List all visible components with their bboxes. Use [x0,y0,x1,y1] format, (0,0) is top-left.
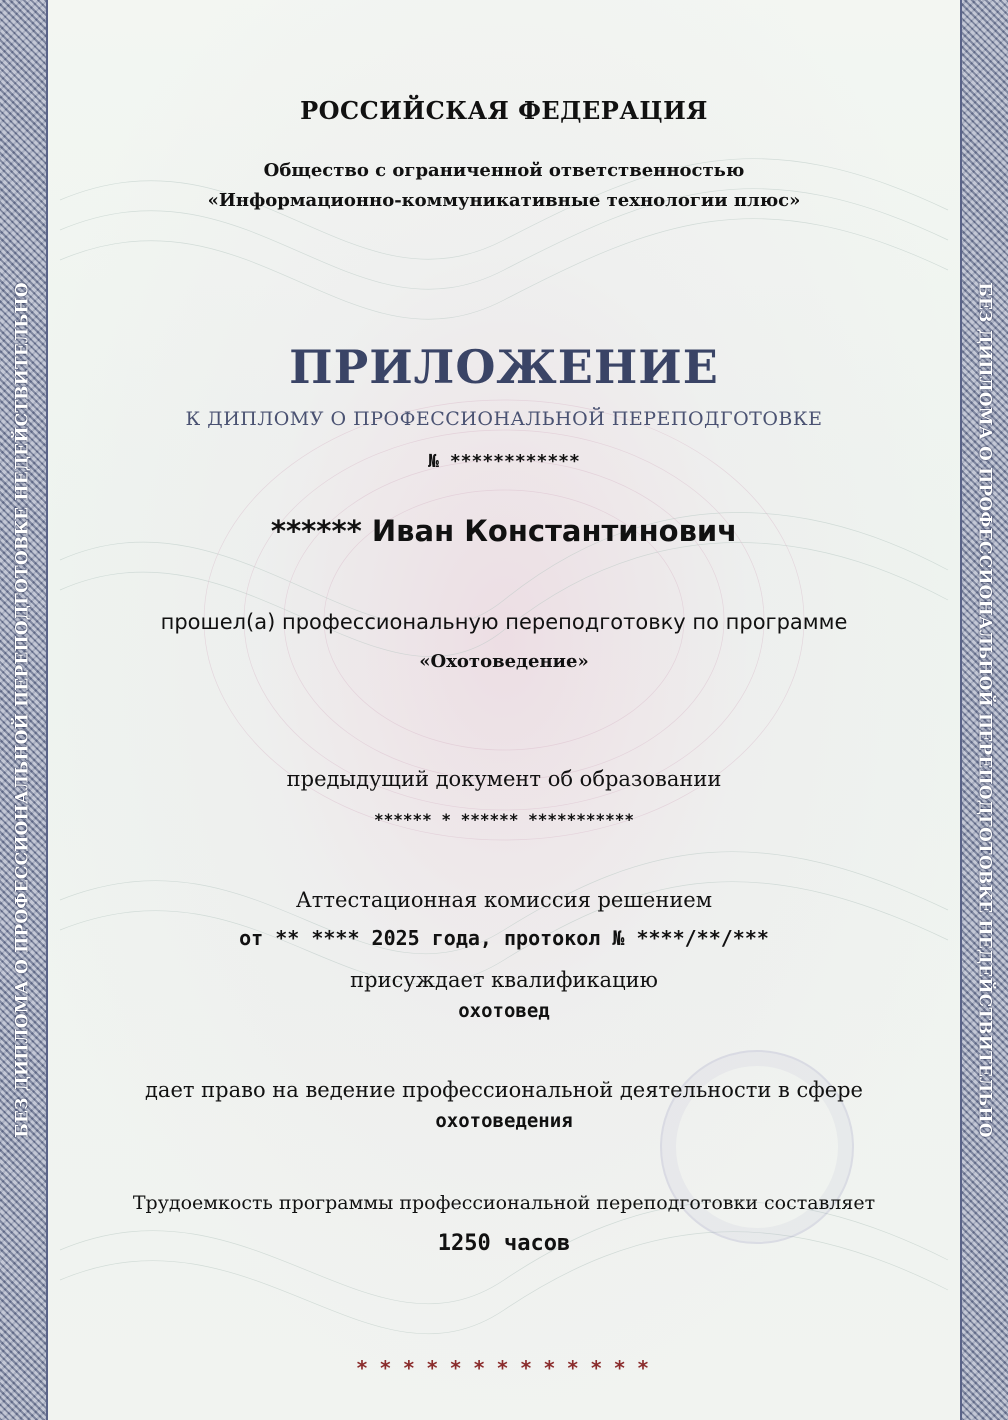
left-border-caption: БЕЗ ДИПЛОМА О ПРОФЕССИОНАЛЬНОЙ ПЕРЕПОДГОТОВКЕ НЕДЕЙСТВИТЕЛЬНО [13,282,34,1138]
organization-name: «Информационно-коммуникативные технологии плюс» [207,190,801,211]
right-border-caption: БЕЗ ДИПЛОМА О ПРОФЕССИОНАЛЬНОЙ ПЕРЕПОДГОТОВКЕ НЕДЕЙСТВИТЕЛЬНО [975,282,996,1138]
right-border-text [962,0,1008,1420]
program-intro: прошел(а) профессиональную переподготовку по программе [160,610,848,634]
program-name: «Охотоведение» [419,651,589,672]
serial-number: * * * * * * * * * * * * * [356,1356,652,1380]
qualification-label: присуждает квалификацию [350,968,658,992]
workload-hours: 1250 часов [437,1231,571,1256]
commission-decision: Аттестационная комиссия решением [295,888,713,912]
protocol-line: от ** **** 2025 года, протокол № ****/**/*** [239,926,769,950]
document-title: ПРИЛОЖЕНИЕ [289,340,719,394]
country-heading: РОССИЙСКАЯ ФЕДЕРАЦИЯ [300,96,708,125]
rights-value: охотоведения [435,1110,573,1132]
holder-name: ****** Иван Константинович [270,514,738,548]
organization-type: Общество с ограниченной ответственностью [263,160,745,181]
document-number: № ************ [428,451,580,472]
qualification-value: охотовед [458,1000,550,1022]
document-subtitle: К ДИПЛОМУ О ПРОФЕССИОНАЛЬНОЙ ПЕРЕПОДГОТОВКЕ [185,408,823,430]
rights-label: дает право на ведение профессиональной деятельности в сфере [145,1078,863,1102]
previous-document-value: ****** * ****** *********** [373,810,635,829]
previous-document-label: предыдущий документ об образовании [286,767,722,791]
left-border-text [0,0,46,1420]
workload-label: Трудоемкость программы профессиональной переподготовки составляет [132,1192,876,1214]
